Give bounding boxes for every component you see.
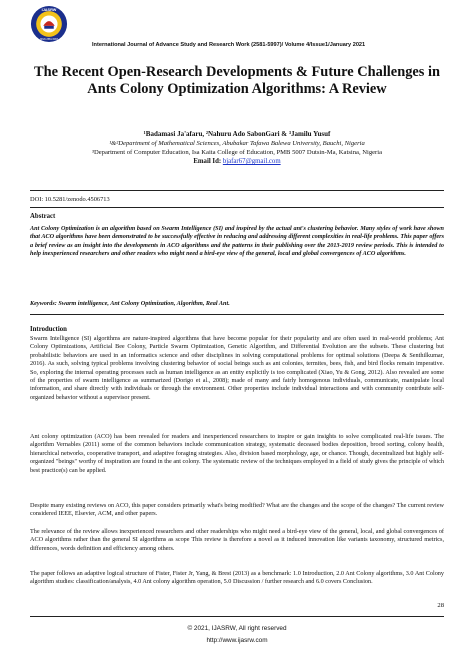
- intro-paragraph: The paper follows an adaptive logical structure of Fister, Fister Jr, Yang, & Brest (2013) as a benchmark: 1.0 Introduction, 2.0 Ant Colony algorithms, 3.0 Ant Colony algorithm studies: classification/analysis, 4.0 Ant colony algorithm operation, 5.0 Discussion / further research and 6.0 covers Conclusion.: [30, 570, 444, 586]
- intro-paragraph: Ant colony optimization (ACO) has been revealed for readers and inexperienced researchers to inspire or gain insights to solve complicated real-life issues. The algorithm Vernables (2011) some of the common behaviors include communication strategy, systematic deceased bodies deposition, brood sorting, colony health, hierarchical networks, cooperative transport, and adaptive foraging strategies. Also, division based morphology, age, or chance. Though, decentralized but highly self-organized "beings" worthy of inspiration are found in the ant colony. The systematic review of the techniques employed in a field of study gives the principle of which best practice(s) can be applied.: [30, 433, 444, 474]
- email-link[interactable]: bjafar67@gmail.com: [222, 158, 281, 165]
- affiliation-1: ¹&²Department of Mathematical Sciences, Abubakar Tafawa Balewa University, Bauchi, Nigeria: [109, 140, 365, 147]
- abstract-text: Ant Colony Optimization is an algorithm based on Swarm Intelligence (SI) and inspired by the actual ant's clustering behavior. Many styles of work have shown that ACO algorithms have been demonstrated to be successfully effective in reducing and addressing different complexities in real-life problems. This paper offers a brief review as an insight into the developments in ACO algorithms and the patterns in their publishing over the 2013-2019 review periods. This is intended to help inexperienced researchers and other readers who might need a bird-eye view of the general, local and global convergences of ACO algorithms.: [30, 225, 444, 258]
- divider: [30, 207, 444, 208]
- introduction-heading: Introduction: [30, 326, 67, 333]
- footer-website: http://www.ijasrw.com: [206, 637, 268, 644]
- logo-ring-text: IJASRW: [41, 7, 57, 12]
- keywords: Keywords: Swarm intelligence, Ant Colony Optimization, Algorithm, Real Ant.: [30, 300, 230, 307]
- logo-inner-text: ISSN 2581-5997: [39, 38, 59, 42]
- footer-divider: [30, 616, 444, 617]
- journal-header: International Journal of Advance Study and Research Work (2581-5997)/ Volume 4/Issue1/January 2021: [92, 42, 366, 48]
- intro-paragraph: Despite many existing reviews on ACO, this paper considers primarily what's being modified? What are the changes and the scope of the changes? The current review considered IEEE, Elsevier, ACM, and other papers.: [30, 502, 444, 518]
- page-number: 28: [437, 602, 444, 609]
- email-label: Email Id:: [193, 158, 223, 165]
- intro-paragraph: Swarm Intelligence (SI) algorithms are nature-inspired algorithms that have become popular for their popularity and are often used in real-world problems; Ant Colony Optimizations, Artificial Bee Colony, Particle Swarm Optimization, Genetic Algorithm, and Differential Evolution are the subsets. These clustering but probabilistic behaviors are used in an informatics science and other disciplines in solving computational problems for optimal solutions (Deepa & Senthilkumar, 2016). As such, solving typical problems involving clustering behavior of social beings such as ant colonies, termites, bees, fish, and bird flocks remain imperative. So, exploring the internal operating processes such as human intelligence as an entity explicitly is too complicated (Xiao, Yu & Gong, 2012). Also revealed are some of the properties of swarm intelligence as summarized (Dorigo et al., 2008); made of many and fairly homogenous individuals, communicate, manipulate local information, and share directly with individuals or through the environment. Other properties include individual interactions and with community contribute self-organized behavior without a supervisor present.: [30, 335, 444, 401]
- author-list: ¹Badamasi Ja'afaru, ²Nahuru Ado SabonGari & ³Jamilu Yusuf: [143, 130, 331, 138]
- intro-paragraph: The relevance of the review allows inexperienced researchers and other readerships who might need a bird-eye view of the general, local, and global convergences of ACO algorithms rather than the general SI algorithms as scope This review is therefore a novel as it induced innovation like variants taxonomy, structured metrics, differences, words definition and efficiency among others.: [30, 528, 444, 552]
- journal-logo: [30, 5, 68, 43]
- divider: [30, 190, 444, 191]
- footer-copyright: © 2021, IJASRW, All right reserved: [187, 625, 287, 632]
- divider: [30, 314, 444, 315]
- doi: DOI: 10.5281/zenodo.4506713: [30, 196, 110, 203]
- email-line: [30, 158, 444, 165]
- paper-title: The Recent Open-Research Developments & Future Challenges in Ants Colony Optimization Algorithms: A Review: [34, 64, 440, 97]
- affiliation-2: ³Department of Computer Education, Isa Kaita College of Education, PMB 5007 Dutsin-Ma, Katsina, Nigeria: [91, 149, 383, 156]
- abstract-heading: Abstract: [30, 213, 56, 220]
